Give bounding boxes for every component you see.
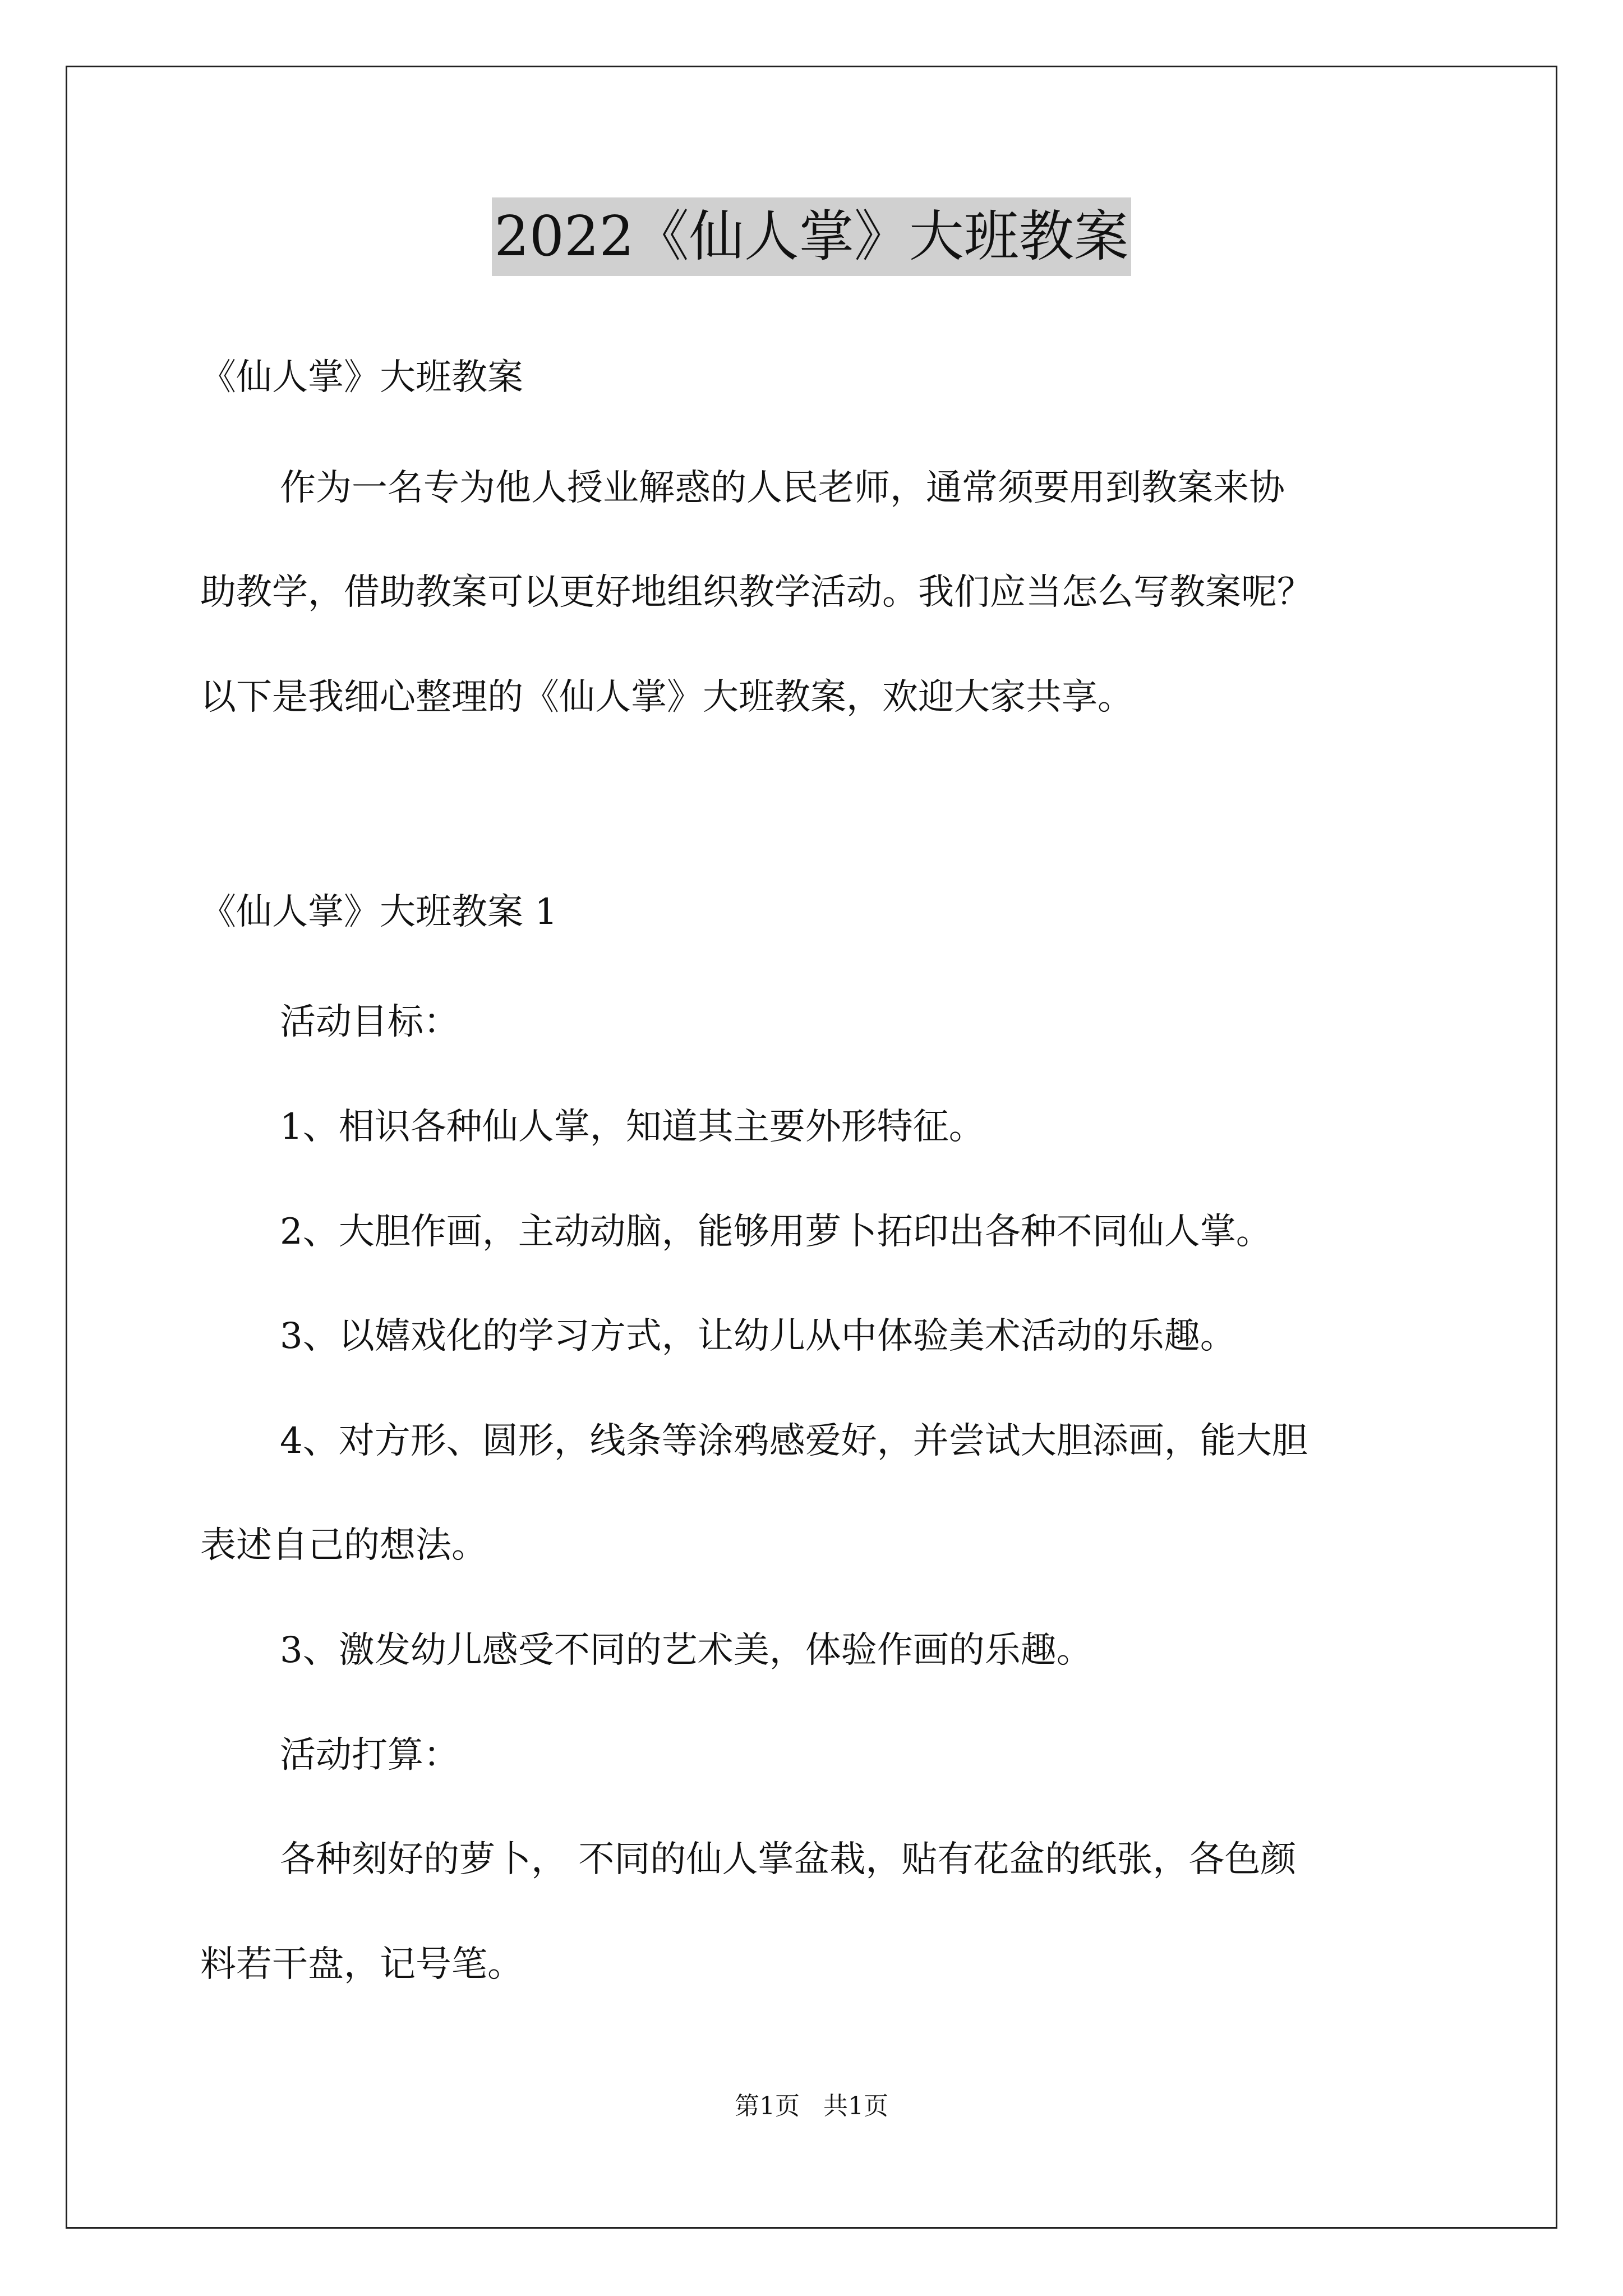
objective-item-3: 3、以嬉戏化的学习方式，让幼儿从中体验美术活动的乐趣。 [280,1315,1236,1357]
intro-paragraph-line-1: 作为一名专为他人授业解惑的人民老师，通常须要用到教案来协 [280,467,1285,509]
intro-paragraph-line-3: 以下是我细心整理的《仙人掌》大班教案，欢迎大家共享。 [200,677,1133,718]
objectives-heading: 活动目标： [280,1001,459,1043]
intro-paragraph-line-2: 助教学，借助教案可以更好地组织教学活动。我们应当怎么写教案呢？ [200,572,1313,613]
document-title: 2022《仙人掌》大班教案 [492,197,1131,276]
section-heading: 《仙人掌》大班教案 1 [200,891,558,933]
page-footer: 第1页 共1页 [735,2092,888,2120]
objective-item-4-line-1: 4、对方形、圆形，线条等涂鸦感爱好，并尝试大胆添画，能大胆 [280,1420,1308,1462]
preparation-line-2: 料若干盘，记号笔。 [200,1944,523,1985]
objective-item-1: 1、相识各种仙人掌，知道其主要外形特征。 [280,1106,985,1148]
objective-item-2: 2、大胆作画，主动动脑，能够用萝卜拓印出各种不同仙人掌。 [280,1211,1272,1253]
objective-item-5: 3、激发幼儿感受不同的艺术美，体验作画的乐趣。 [280,1630,1092,1671]
subtitle-line: 《仙人掌》大班教案 [200,357,523,398]
objective-item-4-line-2: 表述自己的想法。 [200,1525,487,1566]
preparation-line-1: 各种刻好的萝卜， 不同的仙人掌盆栽，贴有花盆的纸张，各色颜 [280,1839,1297,1880]
preparation-heading: 活动打算： [280,1734,459,1776]
title-area [0,197,1623,276]
